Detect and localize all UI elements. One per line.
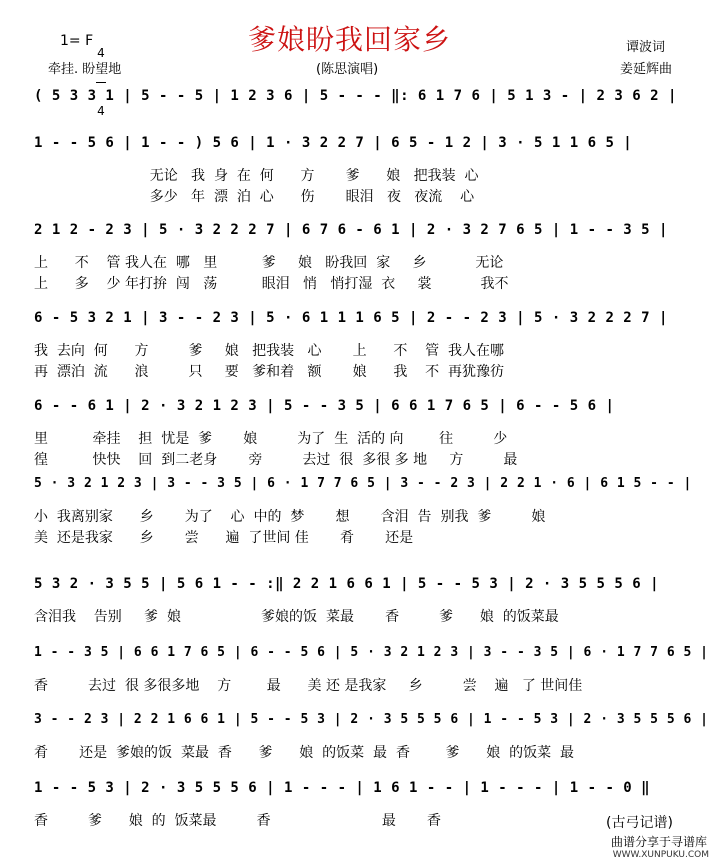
- notation-line: 1 - - 5 6 | 1 - - ) 5 6 | 1 · 3 2 2 7 | 6 5 - 1 2 | 3 · 5 1 1 6 5 |: [34, 135, 633, 151]
- notation-line: 1 - - 5 3 | 2 · 3 5 5 5 6 | 1 - - - | 1 6 1 - - | 1 - - - | 1 - - 0 ‖: [34, 780, 651, 796]
- song-title: 爹娘盼我回家乡: [248, 23, 452, 56]
- meter-divider: [96, 82, 106, 83]
- key-signature: 1= F: [60, 33, 94, 49]
- lyric-line-2: 再 漂泊 流 浪 只 要 爹和着 额 娘 我 不 再犹豫彷: [34, 364, 505, 380]
- footer-credit: 曲谱分享于寻谱库: [610, 835, 707, 849]
- performer: (陈思演唱): [316, 62, 379, 77]
- notation-line: 5 3 2 · 3 5 5 | 5 6 1 - - :‖ 2 2 1 6 6 1 | 5 - - 5 3 | 2 · 3 5 5 5 6 |: [34, 576, 660, 592]
- lyric-line-1: 无论 我 身 在 何 方 爹 娘 把我装 心: [34, 168, 479, 184]
- transcriber: (古弓记谱): [606, 815, 673, 831]
- lyric-line-2: 上 多 少 年打拚 闯 荡 眼泪 悄 悄打湿 衣 裳 我不: [34, 276, 509, 292]
- notation-line: 5 · 3 2 1 2 3 | 3 - - 3 5 | 6 · 1 7 7 6 5 | 3 - - 2 3 | 2 2 1 · 6 | 6 1 5 - - |: [34, 476, 692, 491]
- score-row: [0, 222, 727, 292]
- notation-line: 6 - - 6 1 | 2 · 3 2 1 2 3 | 5 - - 3 5 | 6 6 1 7 6 5 | 6 - - 5 6 |: [34, 398, 615, 414]
- score-row: [0, 398, 727, 468]
- lyric-line-1: 香 去过 很 多很多地 方 最 美 还 是我家 乡 尝 遍 了 世间佳: [34, 678, 583, 694]
- lyric-line-1: 小 我离别家 乡 为了 心 中的 梦 想 含泪 告 别我 爹 娘: [34, 509, 546, 525]
- meter-bottom: 4: [97, 104, 105, 118]
- notation-line: 6 - 5 3 2 1 | 3 - - 2 3 | 5 · 6 1 1 1 6 5 | 2 - - 2 3 | 5 · 3 2 2 2 7 |: [34, 310, 668, 326]
- lyric-line-2: 徨 快快 回 到二老身 旁 去过 很 多很 多 地 方 最: [34, 452, 518, 468]
- notation-line: 1 - - 3 5 | 6 6 1 7 6 5 | 6 - - 5 6 | 5 · 3 2 1 2 3 | 3 - - 3 5 | 6 · 1 7 7 6 5 |: [34, 645, 709, 660]
- notation-line: 2 1 2 - 2 3 | 5 · 3 2 2 2 7 | 6 7 6 - 6 1 | 2 · 3 2 7 6 5 | 1 - - 3 5 |: [34, 222, 668, 238]
- score-row: [0, 576, 727, 634]
- meter-top: 4: [97, 46, 105, 60]
- composer: 姜延辉曲: [620, 62, 673, 77]
- notation-line: 3 - - 2 3 | 2 2 1 6 6 1 | 5 - - 5 3 | 2 · 3 5 5 5 6 | 1 - - 5 3 | 2 · 3 5 5 5 6 |: [34, 712, 709, 727]
- lyric-line-2: 美 还是我家 乡 尝 遍 了世间 佳 肴 还是: [34, 530, 414, 546]
- lyric-line-1: 香 爹 娘 的 饭菜最 香 最 香: [34, 813, 442, 829]
- lyric-line-1: 含泪我 告别 爹 娘 爹娘的饭 菜最 香 爹 娘 的饭菜最: [34, 609, 559, 625]
- site-url: WWW.XUNPUKU.COM: [612, 850, 709, 860]
- lyric-line-1: 上 不 管 我人在 哪 里 爹 娘 盼我回 家 乡 无论: [34, 255, 504, 271]
- lyric-line-2: 多少 年 漂 泊 心 伤 眼泪 夜 夜流 心: [34, 189, 475, 205]
- score-row: [0, 135, 727, 205]
- lyric-line-1: 我 去向 何 方 爹 娘 把我装 心 上 不 管 我人在哪: [34, 343, 505, 359]
- notation-line: ( 5 3 3 1 | 5 - - 5 | 1 2 3 6 | 5 - - - ‖: 6 1 7 6 | 5 1 3 - | 2 3 6 2 |: [34, 88, 677, 104]
- lyricist: 谭波词: [626, 40, 666, 55]
- tempo-note: 牵挂. 盼望地: [48, 62, 122, 77]
- score-row: [0, 712, 727, 770]
- lyric-line-1: 里 牵挂 担 忧是 爹 娘 为了 生 活的 向 往 少: [34, 431, 508, 447]
- score-row: [0, 310, 727, 380]
- lyric-line-1: 肴 还是 爹娘的饭 菜最 香 爹 娘 的饭菜 最 香 爹 娘 的饭菜 最: [34, 745, 575, 761]
- score-row: [0, 476, 727, 546]
- score-row: [0, 645, 727, 703]
